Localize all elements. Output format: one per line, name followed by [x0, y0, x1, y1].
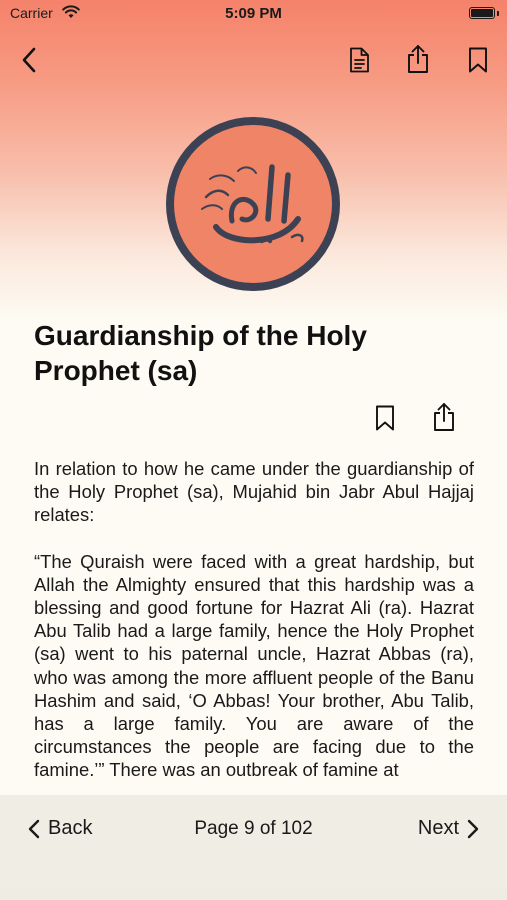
next-page-button[interactable] — [418, 817, 479, 840]
article-share-button[interactable] — [429, 400, 459, 434]
article-body — [34, 457, 474, 805]
back-button[interactable] — [14, 44, 44, 76]
chevron-right-icon — [467, 819, 479, 839]
bookmark-button[interactable] — [463, 44, 493, 76]
share-button[interactable] — [403, 42, 433, 76]
carrier-label: Carrier — [10, 5, 53, 21]
emblem-icon — [166, 117, 340, 291]
article-bookmark-button[interactable] — [370, 402, 400, 434]
bookmark-icon — [468, 47, 488, 73]
page-indicator: Page 9 of 102 — [194, 818, 313, 839]
previous-page-label: Back — [48, 817, 93, 839]
next-page-label: Next — [417, 817, 459, 839]
battery-tip — [497, 11, 499, 16]
share-icon — [406, 44, 430, 74]
battery-icon — [469, 7, 495, 19]
article-paragraph: “The Quraish were faced with a great hardship, but Allah the Almighty ensured that this hardship was a blessing and good fortune for Hazrat Ali (ra). Hazrat Abu Talib had a large family, hence the Holy Prophet (sa) went to his paternal uncle, Hazrat Abbas (ra), who was among the more affluent people of the Banu Hashim and said, ‘O Abbas! Your brother, Abu Talib, has a large family. You are aware of the circumstances the people are facing due to the famine.’” There was an outbreak of famine at — [34, 550, 474, 781]
article-title: Guardianship of the Holy Prophet (sa) — [34, 320, 367, 386]
notes-button[interactable] — [344, 44, 374, 76]
clock: 5:09 PM — [225, 5, 282, 22]
document-icon — [348, 47, 370, 73]
chevron-left-icon — [21, 47, 37, 73]
pagination-bar — [0, 795, 507, 900]
emblem-calligraphy — [174, 125, 332, 283]
share-icon — [432, 402, 456, 432]
status-bar — [0, 0, 507, 30]
bookmark-icon — [375, 405, 395, 431]
article-paragraph: In relation to how he came under the guardianship of the Holy Prophet (sa), Mujahid bin Jabr Abul Hajjaj relates: — [34, 458, 474, 526]
